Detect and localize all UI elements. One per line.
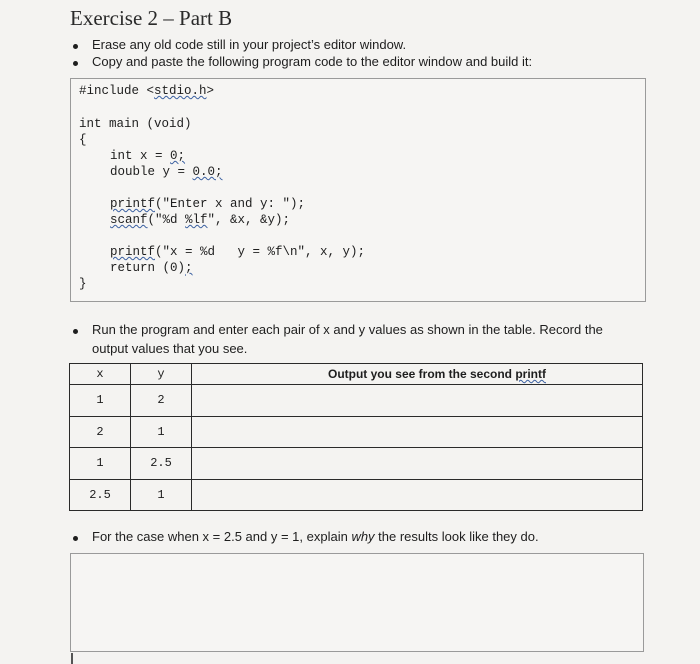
table-header-row	[70, 364, 643, 385]
cell-x: 2	[70, 416, 131, 448]
code-line-close-brace: }	[79, 277, 87, 291]
cell-y: 2	[131, 385, 192, 417]
cell-output[interactable]	[192, 385, 643, 417]
code-line-return: return (0);	[110, 261, 193, 275]
code-line-double-y: double y = 0.0;	[110, 165, 223, 179]
instruction-copy: Copy and paste the following program code to the editor window and build it:	[92, 54, 533, 69]
cell-x: 2.5	[70, 479, 131, 511]
table-row	[70, 448, 643, 480]
cell-y: 1	[131, 416, 192, 448]
code-line-main: int main (void)	[79, 117, 192, 131]
instruction-run-line1: Run the program and enter each pair of x and y values as shown in the table. Record the	[92, 322, 603, 337]
bullet-dot	[73, 536, 78, 541]
cell-y: 2.5	[131, 448, 192, 480]
bullet-dot	[73, 329, 78, 334]
table-row	[70, 385, 643, 417]
instruction-run-line2: output values that you see.	[92, 341, 248, 356]
instruction-erase: Erase any old code still in your project’s editor window.	[92, 37, 407, 52]
table-row	[70, 479, 643, 511]
cell-y: 1	[131, 479, 192, 511]
page-title: Exercise 2 – Part B	[70, 6, 233, 30]
cell-x: 1	[70, 448, 131, 480]
header-y: y	[131, 364, 192, 385]
results-table	[69, 363, 643, 511]
cell-x: 1	[70, 385, 131, 417]
code-line-printf-output: printf("x = %d y = %f\n", x, y);	[110, 245, 366, 259]
cell-output[interactable]	[192, 416, 643, 448]
cell-output[interactable]	[192, 479, 643, 511]
cell-output[interactable]	[192, 448, 643, 480]
code-line-open-brace: {	[79, 133, 87, 147]
bullet-dot	[73, 61, 78, 66]
code-line-scanf: scanf("%d %lf", &x, &y);	[110, 213, 291, 227]
text-cursor	[71, 653, 73, 664]
answer-textbox[interactable]	[70, 553, 644, 652]
instruction-explain: For the case when x = 2.5 and y = 1, explain why the results look like they do.	[92, 529, 539, 544]
code-line-int-x: int x = 0;	[110, 149, 186, 163]
code-line-printf-prompt: printf("Enter x and y: ");	[110, 197, 306, 211]
bullet-dot	[73, 44, 78, 49]
header-x: x	[70, 364, 131, 385]
code-line-include: #include <stdio.h>	[79, 84, 215, 98]
table-row	[70, 416, 643, 448]
header-output: Output you see from the second printf	[192, 364, 643, 385]
